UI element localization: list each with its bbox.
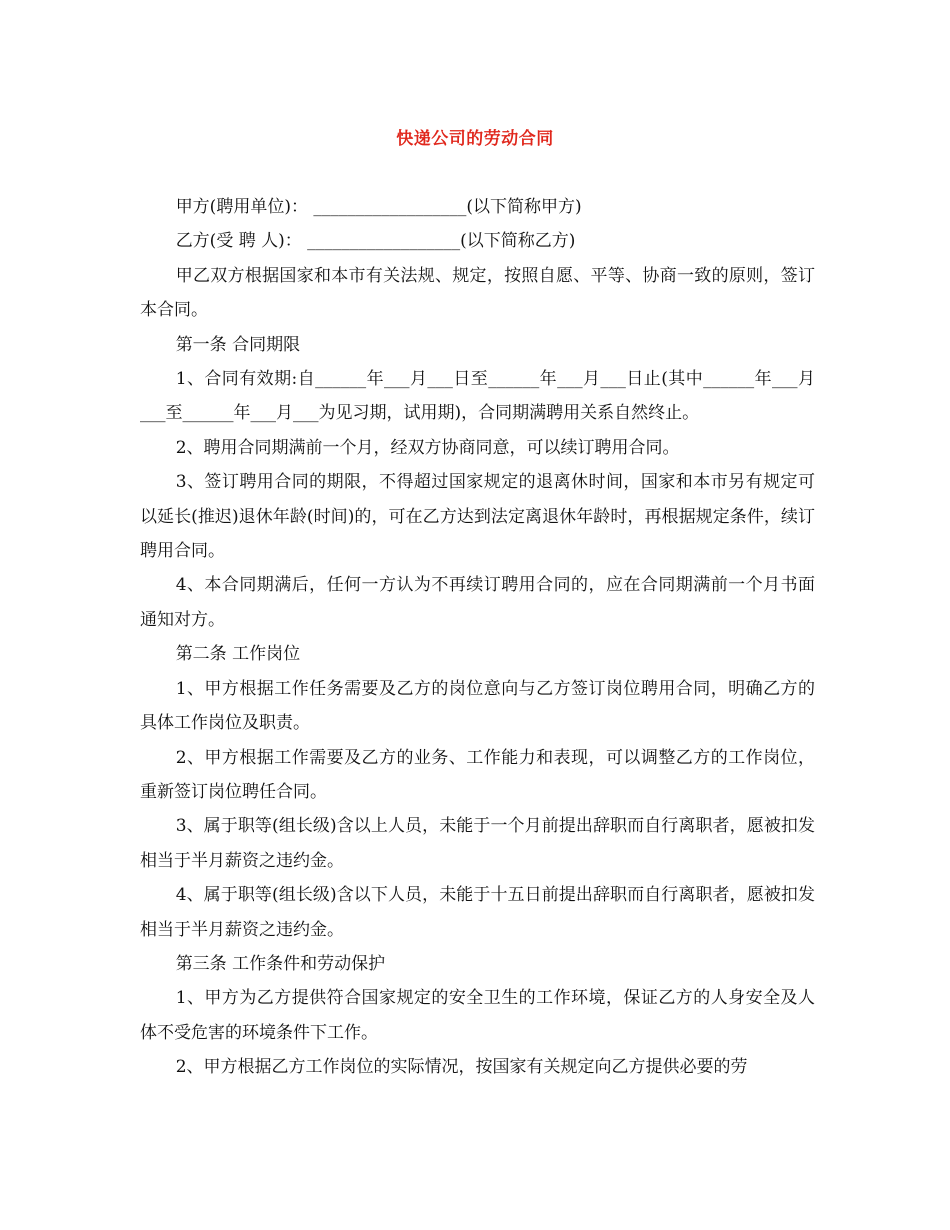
article-3-heading: 第三条 工作条件和劳动保护: [175, 953, 386, 974]
article-1-clause-2: 2、聘用合同期满前一个月，经双方协商同意，可以续订聘用合同。: [175, 437, 680, 458]
article-2-clause-1: 1、甲方根据工作任务需要及乙方的岗位意向与乙方签订岗位聘用合同，明确乙方的具体工作岗位及职责。: [140, 678, 815, 734]
article-3-clause-1: 1、甲方为乙方提供符合国家规定的安全卫生的工作环境，保证乙方的人身安全及人体不受危害的环境条件下工作。: [140, 988, 815, 1043]
article-1-clause-4: 4、本合同期满后，任何一方认为不再续订聘用合同的，应在合同期满前一个月书面通知对方。: [140, 575, 815, 630]
article-3-clause-2: 2、甲方根据乙方工作岗位的实际情况，按国家有关规定向乙方提供必要的劳: [175, 1057, 748, 1078]
article-2-clause-3: 3、属于职等(组长级)含以上人员，未能于一个月前提出辞职而自行离职者，愿被扣发相当于半月薪资之违约金。: [140, 816, 815, 871]
article-2-heading: 第二条 工作岗位: [175, 644, 301, 665]
article-1-heading: 第一条 合同期限: [175, 334, 301, 355]
article-2-clause-4: 4、属于职等(组长级)含以下人员，未能于十五日前提出辞职而自行离职者，愿被扣发相当于半月薪资之违约金。: [140, 885, 815, 940]
document-body: [140, 190, 815, 1085]
article-1-clause-3: 3、签订聘用合同的期限，不得超过国家规定的退离休时间，国家和本市另有规定可以延长(推迟)退休年龄(时间)的，可在乙方达到法定离退休年龄时，再根据规定条件，续订聘用合同。: [140, 472, 815, 562]
party-a-line: 甲方(聘用单位)： __________________(以下简称甲方): [175, 197, 582, 217]
document-title: 快递公司的劳动合同: [396, 129, 554, 149]
preamble-paragraph: 甲乙双方根据国家和本市有关法规、规定，按照自愿、平等、协商一致的原则，签订本合同。: [140, 265, 815, 321]
article-1-clause-1: 1、合同有效期:自______年___月___日至______年___月___日止(其中______年___月___至______年___月___为见习期，试用期)，合同期满聘用关系自然终止。: [140, 369, 815, 424]
party-b-line: 乙方(受 聘 人)： __________________(以下简称乙方): [175, 231, 576, 252]
article-2-clause-2: 2、甲方根据工作需要及乙方的业务、工作能力和表现，可以调整乙方的工作岗位，重新签订岗位聘任合同。: [140, 747, 815, 802]
